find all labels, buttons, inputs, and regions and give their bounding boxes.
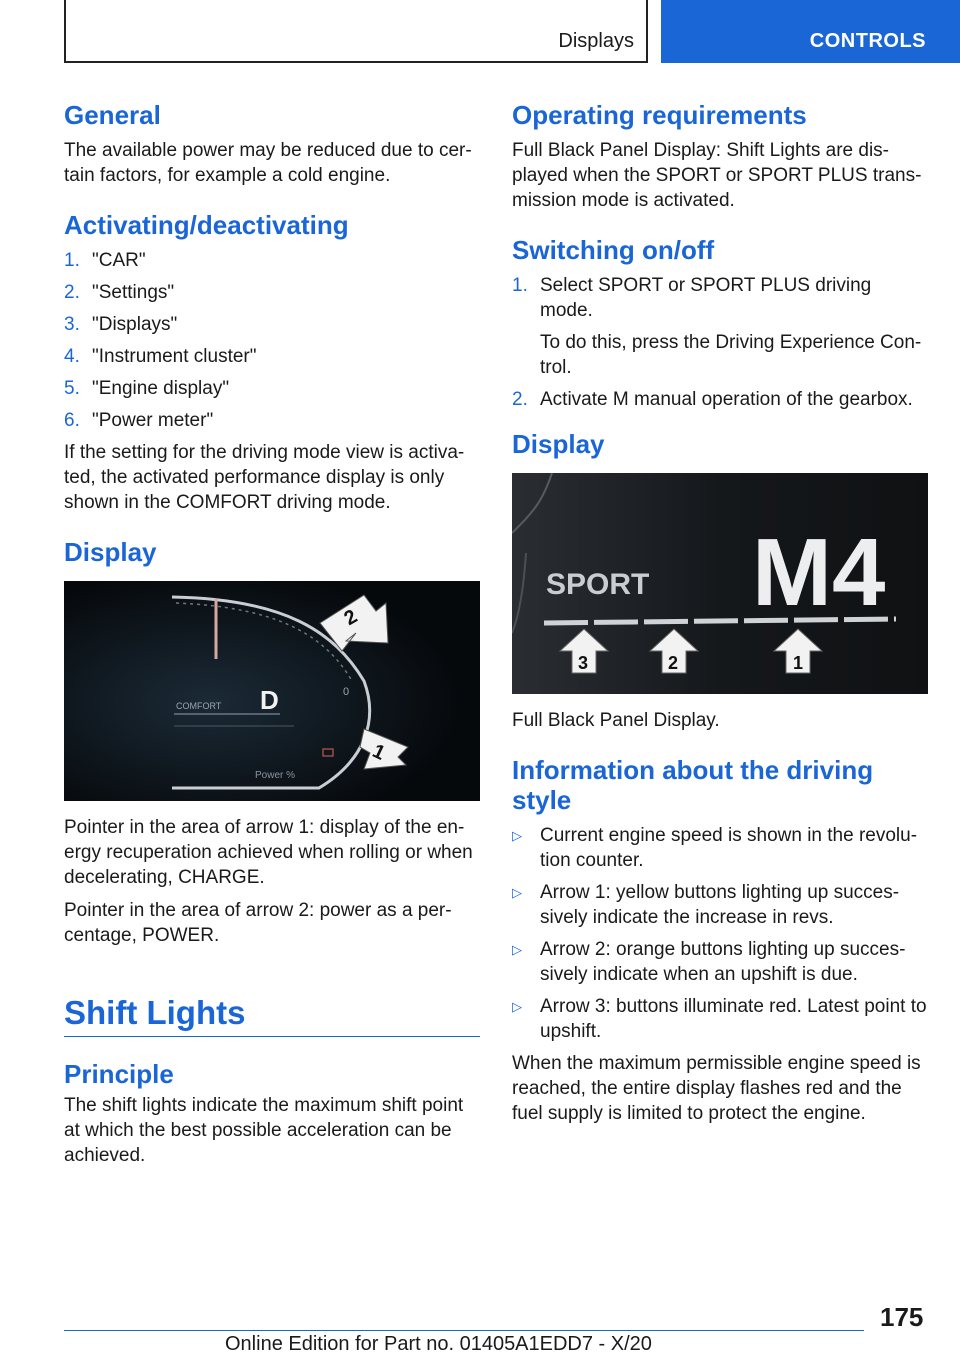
triangle-bullet-icon: ▷ [512,828,522,843]
shift-lights-rule [64,994,480,1037]
switching-heading: Switching on/off [512,235,715,265]
bullet-text: Arrow 3: buttons illuminate red. Latest point to upshift. [540,996,927,1042]
operating-requirements-heading: Operating requirements [512,100,807,130]
zero-mark: 0 [343,686,350,698]
footer-edition: Online Edition for Part no. 01405A1EDD7 - X/20 [225,1333,652,1355]
display-heading-right: Display [512,429,605,459]
header-section-tab [64,0,648,63]
activating-heading: Activating/deactivating [64,210,349,240]
step-number: 2. [64,282,80,303]
list-item [64,408,480,433]
arrow-2-number: 2 [340,605,362,631]
triangle-bullet-icon: ▷ [512,885,522,900]
principle-heading: Principle [64,1059,174,1089]
bullet-text: Arrow 2: orange buttons lighting up successively indicate when an upshift is due. [540,939,906,985]
step-number: 5. [64,378,80,399]
step-text: "Power meter" [92,410,214,431]
list-item [64,312,480,337]
list-item [64,376,480,401]
power-meter-figure [64,581,480,801]
list-item [512,937,928,987]
display-heading-left: Display [64,537,157,567]
arrow-1-number: 1 [369,740,389,765]
step-body [540,273,928,380]
step-subtext: To do this, press the Driving Experience Control. [540,332,922,378]
list-item [512,823,928,873]
power-percent-label: Power % [255,770,296,781]
arrow-1-number: 1 [793,653,804,673]
triangle-bullet-icon: ▷ [512,942,522,957]
pointer-1-text: Pointer in the area of arrow 1: display of the energy recuperation achieved when rolling or when decelerating, CHARGE. [64,817,473,888]
left-column [64,100,480,1168]
step-text: "Settings" [92,282,175,303]
bullet-text: Current engine speed is shown in the revolution counter. [540,825,918,871]
footer-rule [64,1330,864,1331]
activating-steps [64,248,480,433]
step-text: Activate M manual operation of the gearbox. [540,389,913,410]
shift-lights-heading: Shift Lights [64,994,246,1031]
general-text: The available power may be reduced due to certain factors, for example a cold engine. [64,140,472,186]
list-item [64,280,480,305]
shift-lights-illustration [512,473,928,694]
max-speed-text: When the maximum permissible engine speed is reached, the entire display flashes red and the fuel supply is limited to protect the engine. [512,1053,921,1124]
step-number: 2. [512,389,528,410]
figure-caption: Full Black Panel Display. [512,710,720,731]
header-chapter-tab [661,0,960,63]
step-text: "Displays" [92,314,178,335]
arrow-2-number: 2 [668,653,679,673]
list-item [512,880,928,930]
step-text: Select SPORT or SPORT PLUS driving mode. [540,275,872,321]
setting-note: If the setting for the driving mode view is activated, the activated performance display is only shown in the COMFORT driving mode. [64,442,465,513]
general-heading: General [64,100,161,130]
switching-steps [512,273,928,412]
list-item [512,273,928,380]
list-item [512,387,928,412]
comfort-label: COMFORT [176,701,222,711]
shift-lights-figure [512,473,928,694]
arrow-3-number: 3 [578,653,589,673]
list-item [512,994,928,1044]
principle-text: The shift lights indicate the maximum shift point at which the best possible acceleration can be achieved. [64,1095,464,1166]
sport-label: SPORT [546,568,650,601]
list-item [64,248,480,273]
step-text: "Instrument cluster" [92,346,257,367]
step-number: 3. [64,314,80,335]
step-number: 1. [64,250,80,271]
driving-style-heading: Information about the driving style [512,755,874,815]
bullet-text: Arrow 1: yellow buttons lighting up successively indicate the increase in revs. [540,882,900,928]
operating-requirements-text: Full Black Panel Display: Shift Lights are displayed when the SPORT or SPORT PLUS transmission mode is activated. [512,140,922,211]
right-column [512,100,928,1126]
header-chapter-title: CONTROLS [809,30,926,52]
driving-style-list [512,823,928,1044]
step-text: "CAR" [92,250,146,271]
power-meter-illustration [64,581,480,801]
step-text: "Engine display" [92,378,230,399]
gear-indicator: D [260,685,279,715]
triangle-bullet-icon: ▷ [512,999,522,1014]
pointer-2-text: Pointer in the area of arrow 2: power as a percentage, POWER. [64,900,452,946]
step-number: 1. [512,275,528,296]
m4-label: M4 [752,519,886,626]
step-number: 6. [64,410,80,431]
page-number: 175 [880,1302,924,1332]
step-number: 4. [64,346,80,367]
header-section-title: Displays [558,30,634,52]
list-item [64,344,480,369]
